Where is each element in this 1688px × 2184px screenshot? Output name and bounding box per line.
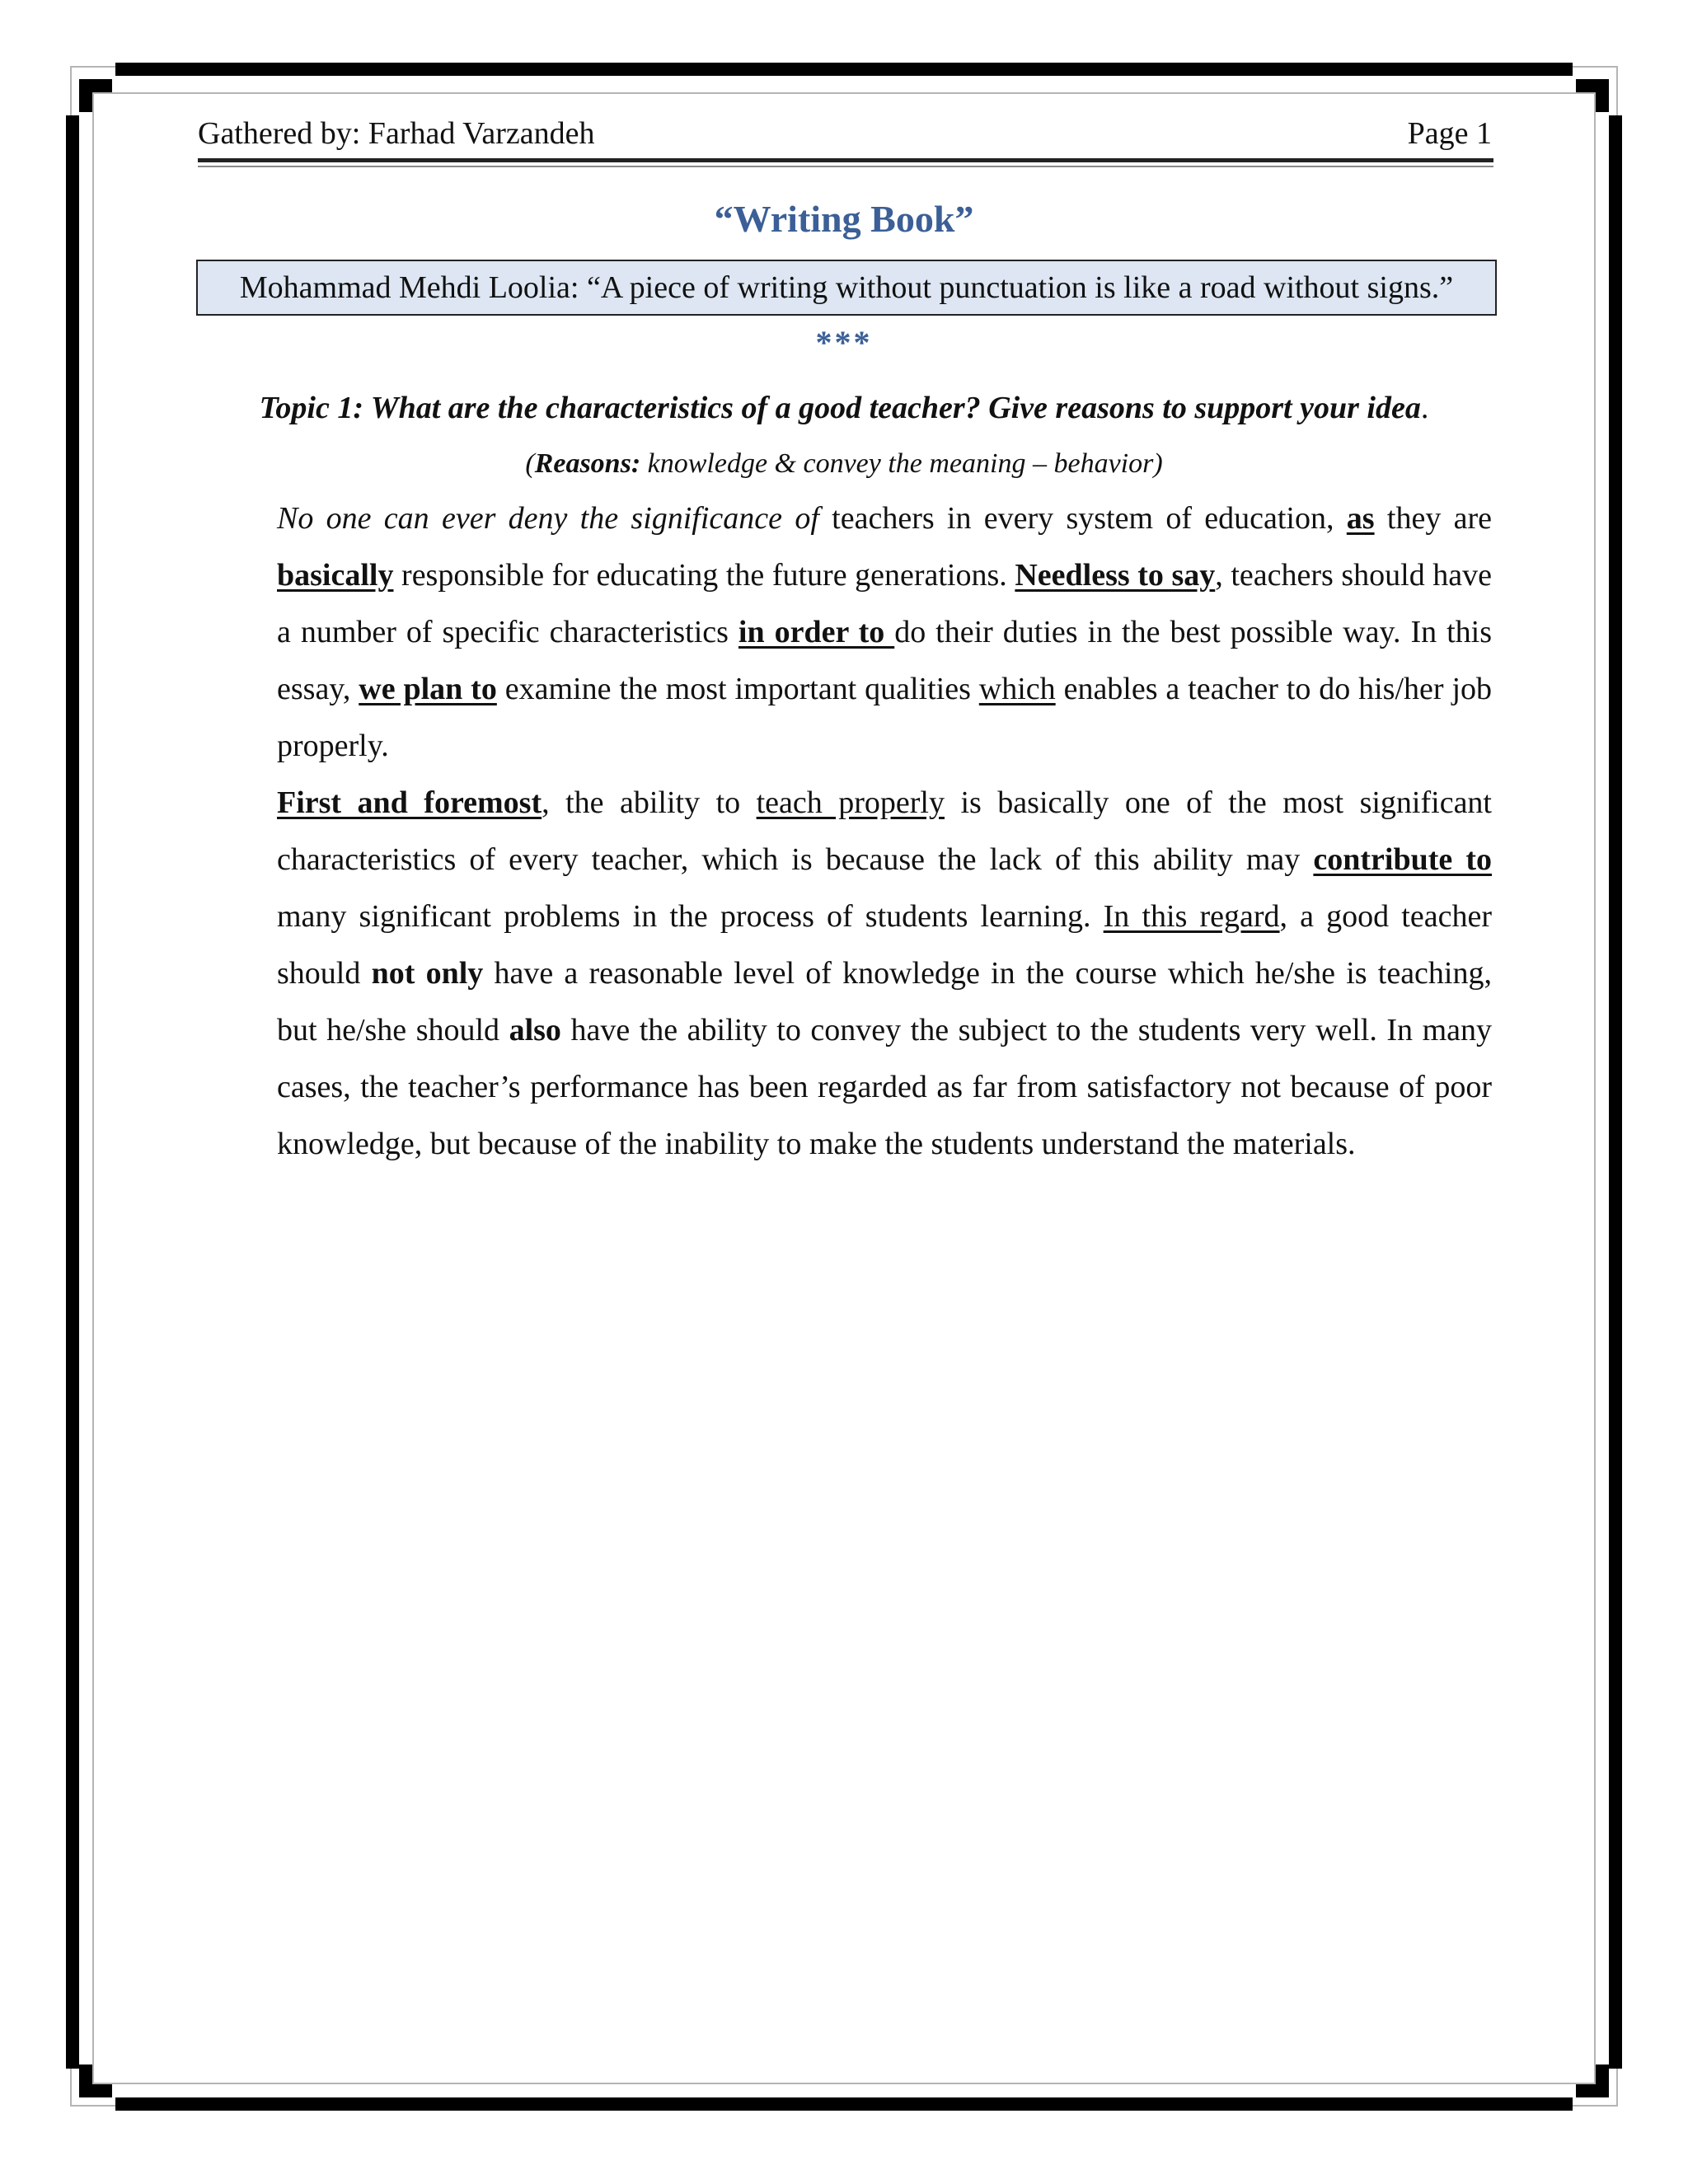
text-span: have a reasonable level of knowledge in the course which he/she is teaching, but he/she should [277,956,1492,1047]
text-span: many significant problems in the process of students learning. [277,899,1104,934]
text-span: teachers in every system of education, [818,501,1347,536]
header-page-number: Page 1 [1407,116,1492,151]
text-span: enables a teacher to do his/her job properly. [277,672,1493,763]
header-rule-thin [198,166,1493,167]
text-span: , teachers should have a number of specific characteristics [277,558,1492,649]
page-border-corner [1596,79,1609,112]
underlined-word: teach properly [756,785,945,820]
page-border-corner [79,79,92,112]
header-author: Gathered by: Farhad Varzandeh [198,116,595,151]
text-span: No one can ever deny the significance of [277,501,819,536]
text-span: , a good teacher should [277,899,1492,991]
essay-paragraph-body-1 [277,775,1492,1173]
page-border-bottom [115,2097,1573,2111]
document-title: “Writing Book” [714,198,974,240]
page-border-corner [79,2064,92,2097]
linking-word: Needless to say [1015,558,1216,593]
text-span: examine the most important qualities [496,672,979,706]
topic-text: Topic 1: What are the characteristics of a good teacher? Give reasons to support your idea [259,391,1421,425]
quote-box: Mohammad Mehdi Loolia: “A piece of writing without punctuation is like a road without signs.” [196,260,1497,316]
topic-heading [0,387,1688,429]
linking-word: basically [277,558,394,593]
text-span: , the ability to [542,785,757,820]
linking-word: First and foremost [277,785,542,820]
section-separator: *** [815,324,873,361]
essay-body [277,490,1492,1173]
reasons-label: Reasons: [534,448,641,479]
page-border-corner [1596,2064,1609,2097]
topic-reasons [0,445,1688,483]
text-span: do their duties in the best possible way. In this essay, [277,615,1492,706]
linking-word: contribute to [1313,842,1492,877]
page-border-top [115,63,1573,76]
text-span: is basically one of the most significant characteristics of every teacher, which is because the lack of this ability may [277,785,1492,877]
linking-word: as [1346,501,1375,536]
linking-word: we plan to [359,672,497,706]
essay-paragraph-intro [277,490,1492,775]
bold-word: not only [371,956,484,991]
reasons-text: knowledge & convey the meaning – behavior) [640,448,1163,479]
page-header [198,114,1492,153]
underlined-word: which [978,672,1056,706]
bold-word: also [509,1013,561,1047]
linking-word: in order to [738,615,895,649]
topic-period: . [1420,391,1429,425]
reasons-open: ( [525,448,535,479]
text-span: responsible for educating the future generations. [393,558,1015,593]
text-span: they are [1374,501,1492,536]
underlined-word: In this regard [1103,899,1280,934]
header-rule [198,158,1493,162]
text-span: have the ability to convey the subject to the students very well. In many cases, the teacher’s performance has been regarded as far from satisfactory not because of poor knowledge, but because of the inability to make the students understand the materials. [277,1013,1493,1161]
